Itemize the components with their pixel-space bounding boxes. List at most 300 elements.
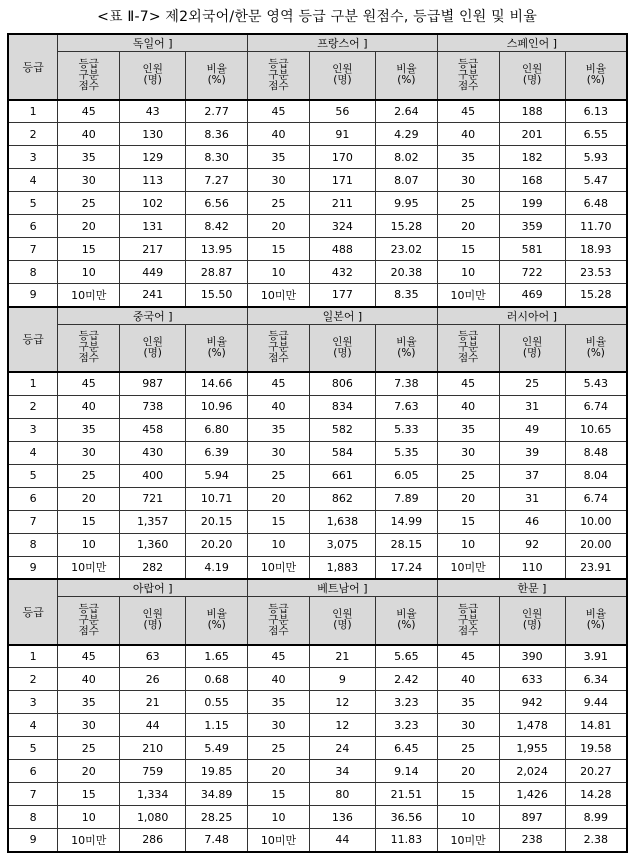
table-row [8,668,627,691]
count-cell: 897 [499,806,565,829]
cut-score-cell: 25 [437,192,499,215]
table-row [8,395,627,418]
ratio-cell: 10.65 [565,418,627,441]
table-row [8,533,627,556]
count-cell: 25 [499,372,565,395]
ratio-column-header: 비율 (%) [186,597,248,645]
table-row [8,737,627,760]
table-row [8,169,627,192]
ratio-cell: 13.95 [186,238,248,261]
cut-score-cell: 20 [58,760,120,783]
grade-cell: 9 [8,556,58,579]
ratio-cell: 7.48 [186,829,248,852]
grade-cut-table [7,33,628,853]
ratio-cell: 8.07 [375,169,437,192]
cut-score-cell: 25 [437,737,499,760]
table-row [8,238,627,261]
language-header: 프랑스어 ] [248,34,438,52]
count-column-header: 인원 (명) [120,324,186,372]
count-cell: 359 [499,215,565,238]
cut-column-header: 등급 구분 점수 [58,52,120,100]
cut-score-cell: 40 [248,395,310,418]
cut-score-cell: 15 [58,510,120,533]
table-row [8,146,627,169]
count-cell: 759 [120,760,186,783]
grade-column-header: 등급 [8,307,58,373]
cut-column-header: 등급 구분 점수 [437,52,499,100]
ratio-cell: 34.89 [186,783,248,806]
count-cell: 44 [120,714,186,737]
cut-score-cell: 20 [437,487,499,510]
count-cell: 400 [120,464,186,487]
ratio-cell: 14.66 [186,372,248,395]
cut-column-header: 등급 구분 점수 [248,324,310,372]
count-cell: 43 [120,100,186,123]
count-column-header: 인원 (명) [120,597,186,645]
grade-cell: 3 [8,691,58,714]
cut-score-cell: 15 [437,238,499,261]
cut-score-cell: 35 [248,418,310,441]
ratio-cell: 8.04 [565,464,627,487]
cut-score-cell: 30 [58,714,120,737]
ratio-cell: 11.83 [375,829,437,852]
grade-column-header: 등급 [8,34,58,100]
grade-cell: 2 [8,395,58,418]
ratio-cell: 5.65 [375,645,437,668]
ratio-cell: 5.49 [186,737,248,760]
count-cell: 168 [499,169,565,192]
cut-score-cell: 15 [58,238,120,261]
ratio-cell: 14.99 [375,510,437,533]
count-cell: 170 [309,146,375,169]
language-header-row [8,34,627,52]
count-cell: 113 [120,169,186,192]
cut-score-cell: 10 [437,533,499,556]
language-header: 한문 ] [437,579,627,597]
count-cell: 44 [309,829,375,852]
cut-score-cell: 30 [248,441,310,464]
language-header: 일본어 ] [248,307,438,325]
language-header-row [8,307,627,325]
grade-cell: 7 [8,510,58,533]
ratio-column-header: 비율 (%) [375,52,437,100]
ratio-cell: 6.74 [565,395,627,418]
table-row [8,829,627,852]
language-header: 스페인어 ] [437,34,627,52]
column-header-row [8,52,627,100]
count-cell: 12 [309,714,375,737]
count-cell: 488 [309,238,375,261]
ratio-cell: 8.99 [565,806,627,829]
language-header: 중국어 ] [58,307,248,325]
cut-score-cell: 45 [248,100,310,123]
ratio-cell: 28.25 [186,806,248,829]
ratio-cell: 8.36 [186,123,248,146]
ratio-cell: 15.28 [375,215,437,238]
count-column-header: 인원 (명) [309,52,375,100]
ratio-cell: 6.39 [186,441,248,464]
count-cell: 806 [309,372,375,395]
cut-score-cell: 35 [248,691,310,714]
ratio-cell: 15.50 [186,284,248,307]
count-cell: 987 [120,372,186,395]
count-cell: 199 [499,192,565,215]
count-cell: 582 [309,418,375,441]
cut-score-cell: 40 [437,123,499,146]
ratio-cell: 6.56 [186,192,248,215]
count-cell: 722 [499,261,565,284]
cut-score-cell: 35 [437,146,499,169]
count-cell: 1,955 [499,737,565,760]
cut-score-cell: 10 [58,533,120,556]
ratio-cell: 20.27 [565,760,627,783]
count-cell: 12 [309,691,375,714]
ratio-cell: 6.45 [375,737,437,760]
cut-score-cell: 30 [437,441,499,464]
count-cell: 286 [120,829,186,852]
ratio-cell: 10.96 [186,395,248,418]
ratio-cell: 23.91 [565,556,627,579]
count-cell: 9 [309,668,375,691]
ratio-cell: 21.51 [375,783,437,806]
grade-cell: 2 [8,123,58,146]
cut-score-cell: 10미만 [58,556,120,579]
count-cell: 37 [499,464,565,487]
ratio-cell: 20.00 [565,533,627,556]
cut-score-cell: 25 [248,192,310,215]
cut-score-cell: 15 [248,238,310,261]
count-cell: 1,357 [120,510,186,533]
ratio-cell: 23.53 [565,261,627,284]
grade-cell: 3 [8,146,58,169]
ratio-cell: 6.48 [565,192,627,215]
ratio-column-header: 비율 (%) [375,324,437,372]
count-cell: 31 [499,487,565,510]
ratio-cell: 6.55 [565,123,627,146]
count-cell: 63 [120,645,186,668]
column-header-row [8,597,627,645]
ratio-cell: 15.28 [565,284,627,307]
count-cell: 129 [120,146,186,169]
count-cell: 130 [120,123,186,146]
count-column-header: 인원 (명) [309,324,375,372]
ratio-column-header: 비율 (%) [565,597,627,645]
cut-score-cell: 25 [248,737,310,760]
table-row [8,464,627,487]
language-header: 독일어 ] [58,34,248,52]
ratio-cell: 8.30 [186,146,248,169]
ratio-cell: 18.93 [565,238,627,261]
count-cell: 324 [309,215,375,238]
ratio-cell: 1.15 [186,714,248,737]
ratio-column-header: 비율 (%) [186,324,248,372]
cut-score-cell: 40 [248,668,310,691]
cut-score-cell: 25 [58,464,120,487]
cut-score-cell: 30 [58,169,120,192]
table-row [8,441,627,464]
ratio-cell: 10.71 [186,487,248,510]
ratio-cell: 9.14 [375,760,437,783]
ratio-cell: 36.56 [375,806,437,829]
ratio-cell: 23.02 [375,238,437,261]
ratio-column-header: 비율 (%) [565,324,627,372]
count-cell: 80 [309,783,375,806]
ratio-cell: 2.64 [375,100,437,123]
grade-cell: 5 [8,464,58,487]
ratio-cell: 2.38 [565,829,627,852]
language-header: 아랍어 ] [58,579,248,597]
count-cell: 581 [499,238,565,261]
ratio-cell: 5.43 [565,372,627,395]
table-row [8,123,627,146]
cut-score-cell: 30 [58,441,120,464]
cut-column-header: 등급 구분 점수 [248,52,310,100]
cut-score-cell: 25 [437,464,499,487]
ratio-cell: 4.19 [186,556,248,579]
count-cell: 430 [120,441,186,464]
table-row [8,215,627,238]
ratio-cell: 28.15 [375,533,437,556]
cut-score-cell: 20 [58,487,120,510]
table-row [8,714,627,737]
count-cell: 217 [120,238,186,261]
count-cell: 1,360 [120,533,186,556]
ratio-cell: 6.13 [565,100,627,123]
count-cell: 738 [120,395,186,418]
count-cell: 449 [120,261,186,284]
table-row [8,192,627,215]
count-cell: 390 [499,645,565,668]
grade-cell: 1 [8,372,58,395]
ratio-cell: 11.70 [565,215,627,238]
grade-cell: 2 [8,668,58,691]
ratio-column-header: 비율 (%) [375,597,437,645]
cut-score-cell: 45 [58,372,120,395]
grade-cell: 1 [8,100,58,123]
column-header-row [8,324,627,372]
count-cell: 1,080 [120,806,186,829]
cut-score-cell: 20 [248,215,310,238]
count-column-header: 인원 (명) [499,324,565,372]
grade-cell: 4 [8,169,58,192]
count-column-header: 인원 (명) [499,52,565,100]
count-cell: 1,478 [499,714,565,737]
cut-score-cell: 10미만 [58,829,120,852]
grade-cell: 4 [8,714,58,737]
grade-cell: 3 [8,418,58,441]
count-cell: 26 [120,668,186,691]
cut-score-cell: 45 [437,372,499,395]
table-title: <표 Ⅱ-7> 제2외국어/한문 영역 등급 구분 원점수, 등급별 인원 및 비율 [97,9,537,25]
count-cell: 102 [120,192,186,215]
ratio-cell: 8.42 [186,215,248,238]
cut-score-cell: 10미만 [248,284,310,307]
cut-score-cell: 10 [437,806,499,829]
count-cell: 834 [309,395,375,418]
cut-column-header: 등급 구분 점수 [58,597,120,645]
ratio-cell: 7.38 [375,372,437,395]
cut-column-header: 등급 구분 점수 [437,324,499,372]
cut-score-cell: 35 [248,146,310,169]
ratio-column-header: 비율 (%) [565,52,627,100]
language-header-row [8,579,627,597]
count-cell: 46 [499,510,565,533]
count-cell: 21 [309,645,375,668]
cut-score-cell: 10미만 [58,284,120,307]
count-cell: 188 [499,100,565,123]
ratio-cell: 28.87 [186,261,248,284]
cut-score-cell: 10 [58,261,120,284]
grade-cell: 6 [8,487,58,510]
grade-cell: 5 [8,192,58,215]
count-cell: 177 [309,284,375,307]
table-row [8,510,627,533]
count-cell: 584 [309,441,375,464]
count-cell: 241 [120,284,186,307]
cut-score-cell: 10미만 [437,284,499,307]
grade-cell: 7 [8,783,58,806]
table-row [8,556,627,579]
cut-score-cell: 10 [58,806,120,829]
cut-score-cell: 15 [248,510,310,533]
ratio-cell: 5.33 [375,418,437,441]
count-cell: 24 [309,737,375,760]
ratio-cell: 6.74 [565,487,627,510]
cut-score-cell: 40 [248,123,310,146]
cut-score-cell: 35 [58,691,120,714]
table-body [8,34,627,852]
cut-score-cell: 40 [58,123,120,146]
count-cell: 31 [499,395,565,418]
grade-cell: 6 [8,760,58,783]
count-cell: 171 [309,169,375,192]
count-cell: 942 [499,691,565,714]
ratio-cell: 19.58 [565,737,627,760]
ratio-cell: 8.48 [565,441,627,464]
count-cell: 211 [309,192,375,215]
ratio-cell: 19.85 [186,760,248,783]
ratio-cell: 0.55 [186,691,248,714]
table-row [8,418,627,441]
ratio-cell: 2.42 [375,668,437,691]
cut-score-cell: 35 [437,418,499,441]
count-cell: 469 [499,284,565,307]
ratio-cell: 20.15 [186,510,248,533]
count-cell: 21 [120,691,186,714]
ratio-cell: 14.28 [565,783,627,806]
ratio-cell: 9.95 [375,192,437,215]
cut-score-cell: 25 [58,737,120,760]
ratio-cell: 20.38 [375,261,437,284]
cut-score-cell: 45 [58,645,120,668]
cut-score-cell: 25 [248,464,310,487]
cut-score-cell: 15 [248,783,310,806]
language-header: 베트남어 ] [248,579,438,597]
count-column-header: 인원 (명) [309,597,375,645]
cut-score-cell: 10 [248,806,310,829]
cut-score-cell: 20 [248,487,310,510]
cut-column-header: 등급 구분 점수 [248,597,310,645]
cut-score-cell: 20 [58,215,120,238]
ratio-cell: 1.65 [186,645,248,668]
cut-score-cell: 20 [437,760,499,783]
count-cell: 91 [309,123,375,146]
grade-cell: 6 [8,215,58,238]
ratio-column-header: 비율 (%) [186,52,248,100]
count-cell: 201 [499,123,565,146]
table-row [8,645,627,668]
ratio-cell: 6.34 [565,668,627,691]
count-cell: 1,883 [309,556,375,579]
table-row [8,100,627,123]
ratio-cell: 5.35 [375,441,437,464]
ratio-cell: 7.27 [186,169,248,192]
ratio-cell: 14.81 [565,714,627,737]
count-column-header: 인원 (명) [120,52,186,100]
count-cell: 633 [499,668,565,691]
table-row [8,372,627,395]
table-row [8,487,627,510]
cut-score-cell: 45 [248,645,310,668]
grade-cell: 9 [8,284,58,307]
ratio-cell: 17.24 [375,556,437,579]
cut-score-cell: 25 [58,192,120,215]
count-cell: 136 [309,806,375,829]
count-cell: 49 [499,418,565,441]
count-cell: 56 [309,100,375,123]
cut-score-cell: 40 [58,395,120,418]
grade-cell: 8 [8,261,58,284]
ratio-cell: 6.80 [186,418,248,441]
grade-column-header: 등급 [8,579,58,645]
count-cell: 1,426 [499,783,565,806]
count-cell: 1,334 [120,783,186,806]
cut-score-cell: 35 [58,146,120,169]
count-cell: 432 [309,261,375,284]
ratio-cell: 0.68 [186,668,248,691]
count-cell: 238 [499,829,565,852]
grade-cell: 9 [8,829,58,852]
cut-score-cell: 20 [437,215,499,238]
grade-cell: 1 [8,645,58,668]
cut-score-cell: 10 [437,261,499,284]
ratio-cell: 3.91 [565,645,627,668]
cut-score-cell: 45 [248,372,310,395]
ratio-cell: 5.47 [565,169,627,192]
table-row [8,691,627,714]
ratio-cell: 4.29 [375,123,437,146]
table-row [8,760,627,783]
cut-score-cell: 40 [437,395,499,418]
cut-score-cell: 35 [58,418,120,441]
ratio-cell: 2.77 [186,100,248,123]
cut-score-cell: 30 [437,714,499,737]
grade-cell: 5 [8,737,58,760]
cut-score-cell: 45 [437,100,499,123]
cut-score-cell: 20 [248,760,310,783]
grade-cell: 8 [8,806,58,829]
count-cell: 2,024 [499,760,565,783]
count-cell: 131 [120,215,186,238]
ratio-cell: 20.20 [186,533,248,556]
table-row [8,806,627,829]
count-cell: 862 [309,487,375,510]
cut-score-cell: 30 [437,169,499,192]
table-row [8,783,627,806]
cut-score-cell: 10미만 [437,829,499,852]
count-cell: 210 [120,737,186,760]
cut-score-cell: 10미만 [248,829,310,852]
